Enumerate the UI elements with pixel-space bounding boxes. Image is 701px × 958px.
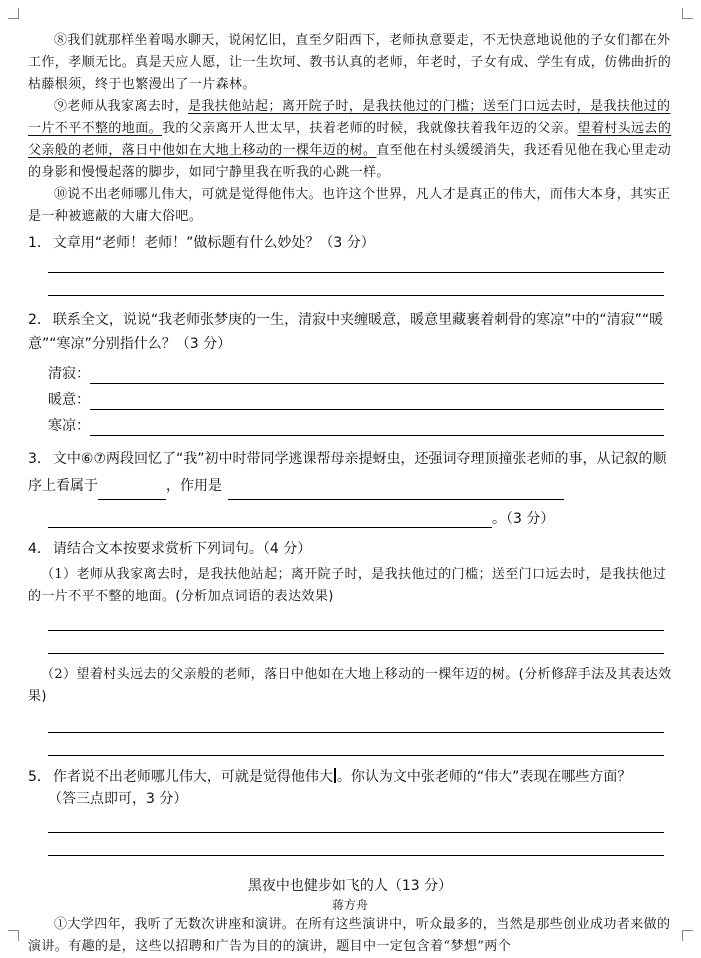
question-3-answer-row	[48, 508, 672, 528]
answer-row-qingji[interactable]	[48, 364, 672, 384]
answer-line[interactable]	[48, 755, 664, 756]
fill-blank[interactable]	[228, 483, 564, 500]
question-1-text: 文章用“老师！老师！”做标题有什么妙处？（3 分）	[52, 235, 375, 251]
page-corner-mark	[682, 8, 693, 19]
paragraph-9	[28, 96, 672, 184]
answer-line[interactable]	[48, 630, 664, 631]
underlined-sentence-1: 是我扶他站起；离开院子时，是我扶他过的门槛；送至门口远去时，是我扶他过的一片不平不整的地面。	[28, 99, 671, 136]
part-1-instruction: (分析加点词语的表达效果)	[175, 589, 334, 604]
answer-line[interactable]	[48, 732, 664, 733]
question-5-note: （答三点即可，3 分）	[48, 791, 188, 807]
part-1-sentence: （1）老师从我家离去时，是我扶他站起；离开院子时，是我扶他过的门槛；送至门口远去时，是我扶他过的一片不平不整的地面。	[28, 567, 667, 604]
question-3	[28, 446, 672, 500]
paragraph-9-tail: 直至他在村头缓缓消失，我还看见他在我心里走动的身影和慢慢起落的脚步，如同宁静里我在听我的心跳一样。	[28, 143, 672, 180]
answer-line[interactable]	[90, 367, 664, 384]
paragraph-8: ⑧我们就那样坐着喝水聊天，说闲忆旧，直至夕阳西下，老师执意要走，不无快意地说他的子女们都在外工作，孝顺无比。真是天应人愿，让一生坎坷、教书认真的老师，年老时，子女有成、学生有成，仿佛曲折的枯藤根须，终于也繁漫出了一片森林。	[28, 33, 672, 92]
question-5-text-b: 。你认为文中张老师的“伟大”表现在哪些方面？	[336, 769, 632, 785]
answer-label: 清寂：	[48, 366, 90, 382]
document-page	[28, 30, 672, 958]
passage-2-paragraph-1: ①大学四年，我听了无数次讲座和演讲。在所有这些演讲中，听众最多的，当然是那些创业成功者来做的演讲。有趣的是，这些以招聘和广告为目的的演讲，题目中一定包含着“梦想”两个	[28, 917, 671, 954]
text-cursor	[334, 768, 336, 783]
answer-line[interactable]	[48, 272, 664, 273]
question-5	[28, 766, 672, 788]
paragraph-9-lead: ⑨老师从我家离去时，	[54, 99, 189, 114]
paragraph-9-middle: 我的父亲离开人世太早，扶着老师的时候，我就像扶着我年迈的父亲。	[162, 121, 578, 136]
question-1	[28, 232, 672, 254]
page-corner-mark	[682, 930, 693, 941]
page-corner-mark	[8, 930, 19, 941]
answer-row-nuanyi[interactable]	[48, 390, 672, 410]
answer-line[interactable]	[48, 653, 664, 654]
question-2	[28, 308, 672, 356]
question-3-text-b: ，作用是	[166, 478, 222, 494]
question-number: 4．	[28, 541, 51, 557]
fill-blank[interactable]	[98, 483, 166, 500]
answer-label: 寒凉：	[48, 418, 90, 434]
underlined-sentence-2: 望着村头远去的父亲般的老师，落日中他如在大地上移动的一棵年迈的树。	[28, 121, 672, 158]
passage-title: 黑夜中也健步如飞的人（13 分）	[247, 878, 453, 894]
paragraph-10: ⑩说不出老师哪儿伟大，可就是觉得他伟大。也许这个世界，凡人才是真正的伟大，而伟大本身，其实正是一种被遮蔽的大庸大俗吧。	[28, 187, 671, 224]
question-number: 2．	[28, 312, 51, 328]
question-4	[28, 538, 672, 560]
question-number: 5．	[28, 769, 51, 785]
passage-author: 蒋方舟	[331, 898, 368, 912]
question-2-text: 联系全文，说说“我老师张梦庚的一生，清寂中夹缠暖意，暖意里藏裹着刺骨的寒凉”中的“清寂”“暖意”“寒凉”分别指什么？（3 分）	[28, 312, 664, 352]
answer-line[interactable]	[90, 419, 664, 436]
answer-line[interactable]	[90, 393, 664, 410]
question-3-tail: 。（3 分）	[492, 511, 555, 527]
question-number: 3．	[28, 451, 51, 467]
question-3-text: 文中⑥⑦两段回忆了“我”初中时带同学逃课帮母亲提蚜虫，还强词夺理顶撞张老师的事，从记叙的顺序上看属于	[28, 451, 667, 494]
question-number: 1．	[28, 235, 51, 251]
part-2-sentence: （2）望着村头远去的父亲般的老师，落日中他如在大地上移动的一棵年迈的树。	[41, 667, 519, 682]
answer-line[interactable]	[48, 832, 664, 833]
question-4-part-1	[28, 564, 672, 608]
answer-label: 暖意：	[48, 392, 90, 408]
answer-line[interactable]	[48, 855, 664, 856]
question-5-text: 作者说不出老师哪儿伟大，可就是觉得他伟大	[52, 769, 333, 785]
answer-line[interactable]	[48, 511, 492, 528]
question-4-part-2	[28, 664, 672, 708]
part-2-instruction: (分析修辞手法及其表达效果)	[28, 667, 672, 704]
question-4-text: 请结合文本按要求赏析下列词句。（4 分）	[52, 541, 312, 557]
answer-row-hanliang[interactable]	[48, 416, 672, 436]
answer-line[interactable]	[48, 295, 664, 296]
page-corner-mark	[8, 8, 19, 19]
